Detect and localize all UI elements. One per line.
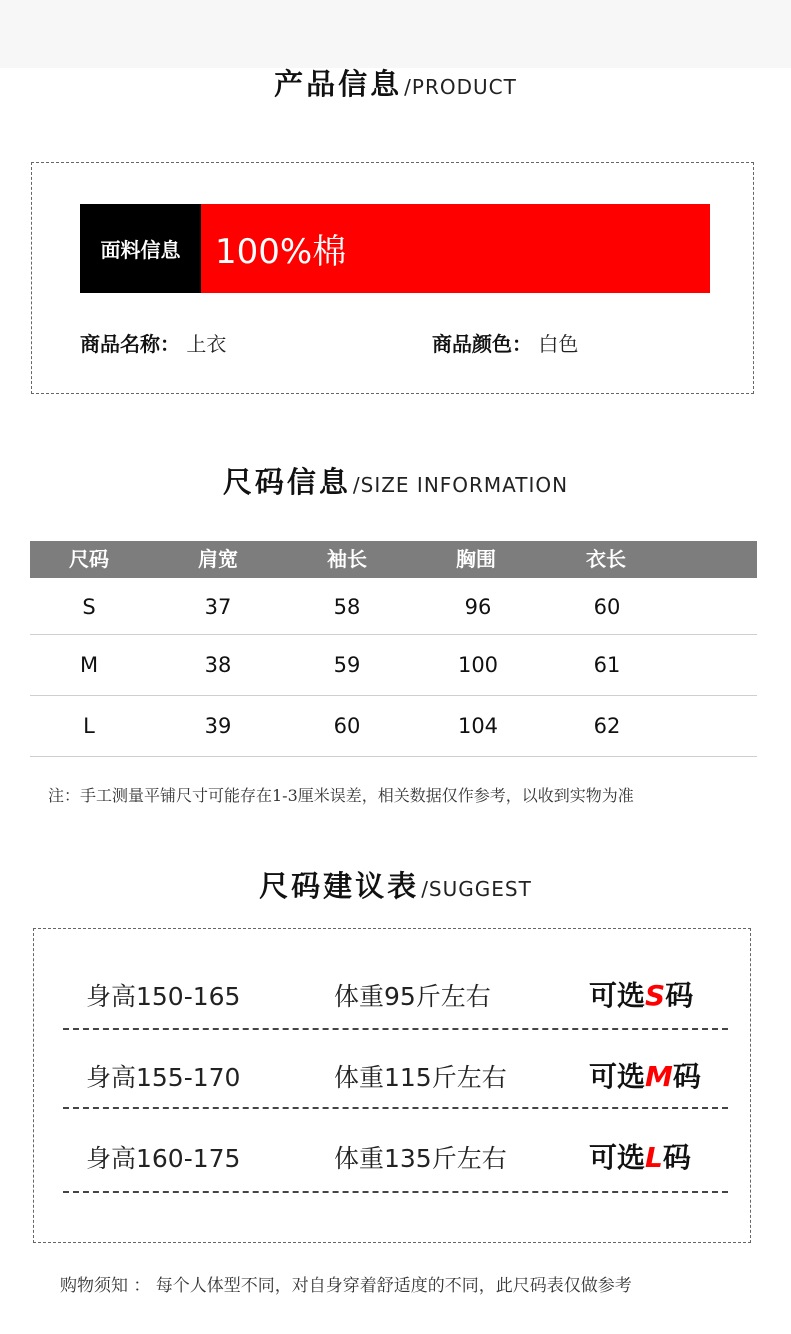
product-title-en: /PRODUCT — [404, 75, 517, 99]
pick-size: S — [645, 979, 666, 1012]
header-cell-shoulder: 肩宽 — [198, 547, 238, 571]
pick-size: L — [645, 1141, 663, 1174]
dashed-divider — [63, 1028, 728, 1030]
table-cell: 58 — [333, 595, 361, 619]
shopping-notice: 购物须知 ： 每个人体型不同，对自身穿着舒适度的不同，此尺码表仅做参考 — [60, 1276, 632, 1296]
header-cell-sleeve: 袖长 — [327, 547, 367, 571]
pick-prefix: 可选 — [589, 1060, 646, 1093]
suggest-height: 身高155-170 — [86, 1063, 241, 1092]
product-name-value: 上衣 — [186, 332, 227, 356]
fabric-label: 面料信息 — [80, 204, 201, 293]
suggest-weight: 体重95斤左右 — [334, 982, 491, 1011]
table-cell: 104 — [457, 714, 499, 738]
dashed-divider — [63, 1191, 728, 1193]
suggest-title-cn: 尺码建议表 — [259, 869, 420, 903]
product-color-value: 白色 — [538, 332, 579, 356]
table-cell: 39 — [204, 714, 232, 738]
suggest-title-en: /SUGGEST — [421, 877, 532, 901]
table-cell: M — [79, 653, 99, 677]
suggest-height: 身高150-165 — [86, 982, 241, 1011]
suggest-weight: 体重115斤左右 — [334, 1063, 507, 1092]
table-cell: 96 — [464, 595, 492, 619]
pick-suffix: 码 — [672, 1060, 701, 1093]
header-cell-size: 尺码 — [69, 547, 109, 571]
pick-suffix: 码 — [662, 1141, 691, 1174]
table-cell: S — [82, 595, 96, 619]
size-title-cn: 尺码信息 — [222, 465, 351, 499]
pick-prefix: 可选 — [589, 1141, 646, 1174]
table-cell: 100 — [457, 653, 499, 677]
fabric-value: 100%棉 — [201, 204, 710, 293]
product-section-title — [0, 62, 791, 103]
table-row — [30, 696, 757, 757]
pick-suffix: 码 — [665, 979, 694, 1012]
size-section-title — [0, 460, 791, 501]
table-cell: 60 — [593, 595, 621, 619]
product-title-cn: 产品信息 — [274, 67, 403, 101]
table-cell: 62 — [593, 714, 621, 738]
suggest-section-title — [0, 864, 791, 905]
table-cell: 60 — [333, 714, 361, 738]
suggest-pick — [589, 1136, 691, 1176]
table-row — [30, 635, 757, 696]
table-cell: 61 — [593, 653, 621, 677]
size-title-en: /SIZE INFORMATION — [352, 473, 569, 497]
suggest-pick — [589, 1055, 701, 1095]
suggest-pick — [589, 974, 693, 1014]
table-row — [30, 578, 757, 635]
suggest-weight: 体重135斤左右 — [334, 1144, 507, 1173]
header-cell-chest: 胸围 — [456, 547, 496, 571]
pick-prefix: 可选 — [589, 979, 646, 1012]
table-cell: 38 — [204, 653, 232, 677]
product-color-field — [432, 328, 578, 357]
suggest-height: 身高160-175 — [86, 1144, 241, 1173]
dashed-divider — [63, 1107, 728, 1109]
table-cell: L — [83, 714, 95, 738]
size-measure-note: 注：手工测量平铺尺寸可能存在1-3厘米误差，相关数据仅作参考，以收到实物为准 — [48, 786, 634, 805]
product-color-label: 商品颜色： — [432, 332, 532, 356]
size-table-header — [30, 541, 757, 578]
table-cell: 59 — [333, 653, 361, 677]
product-name-field — [80, 328, 226, 357]
top-band — [0, 0, 791, 68]
pick-size: M — [645, 1060, 673, 1093]
product-name-label: 商品名称： — [80, 332, 180, 356]
header-cell-length: 衣长 — [586, 547, 626, 571]
table-cell: 37 — [204, 595, 232, 619]
